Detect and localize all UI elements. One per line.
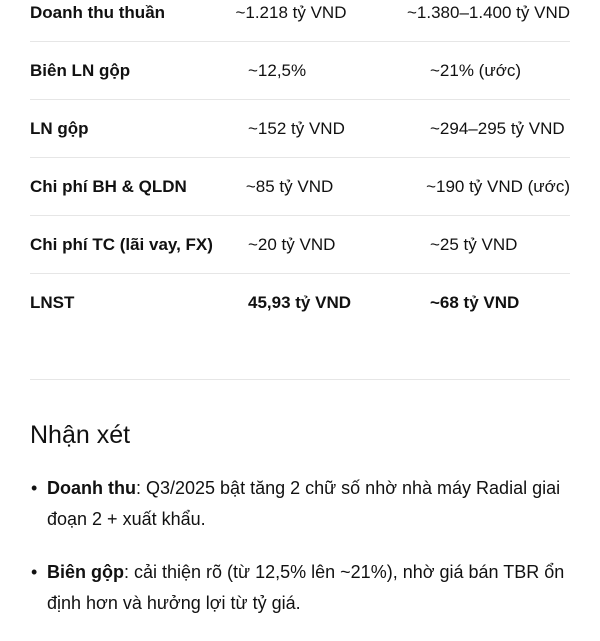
table-row — [30, 0, 570, 42]
table-row — [30, 158, 570, 216]
table-row — [30, 100, 570, 158]
remark-term: Biên gộp — [47, 562, 124, 582]
table-row — [30, 216, 570, 274]
metric-label: LNST — [30, 292, 75, 312]
projection-value: ~21% (ước) — [430, 60, 522, 80]
q3-value: ~1.218 tỷ VND — [235, 2, 347, 22]
list-item — [30, 473, 575, 535]
bullet-icon: • — [31, 478, 38, 498]
q3-value: ~152 tỷ VND — [248, 118, 345, 138]
metric-label: Doanh thu thuần — [30, 2, 166, 22]
q3-value: ~20 tỷ VND — [248, 234, 336, 254]
metric-label: Chi phí TC (lãi vay, FX) — [30, 234, 213, 254]
q3-value: 45,93 tỷ VND — [248, 292, 351, 312]
section-divider — [30, 379, 570, 380]
remarks-list — [30, 473, 575, 641]
projection-value: ~25 tỷ VND — [430, 234, 518, 254]
metric-label: Chi phí BH & QLDN — [30, 176, 187, 196]
projection-value: ~190 tỷ VND (ước) — [426, 176, 570, 196]
q3-value: ~85 tỷ VND — [245, 176, 334, 196]
table-row — [30, 42, 570, 100]
remarks-heading: Nhận xét — [30, 421, 131, 449]
metric-label: LN gộp — [30, 118, 89, 138]
bullet-icon: • — [31, 562, 38, 582]
q3-value: ~12,5% — [248, 60, 307, 80]
remark-text: : cải thiện rõ (từ 12,5% lên ~21%), nhờ giá bán TBR ổn định hơn và hưởng lợi từ tỷ giá. — [47, 562, 565, 613]
remark-text: : Q3/2025 bật tăng 2 chữ số nhờ nhà máy Radial giai đoạn 2 + xuất khẩu. — [47, 478, 561, 529]
list-item — [30, 557, 575, 619]
remark-term: Doanh thu — [47, 478, 136, 498]
metric-label: Biên LN gộp — [30, 60, 131, 80]
financial-table — [30, 0, 570, 331]
table-row-total — [30, 274, 570, 331]
projection-value: ~68 tỷ VND — [430, 292, 520, 312]
projection-value: ~1.380–1.400 tỷ VND — [406, 2, 570, 22]
projection-value: ~294–295 tỷ VND — [430, 118, 565, 138]
